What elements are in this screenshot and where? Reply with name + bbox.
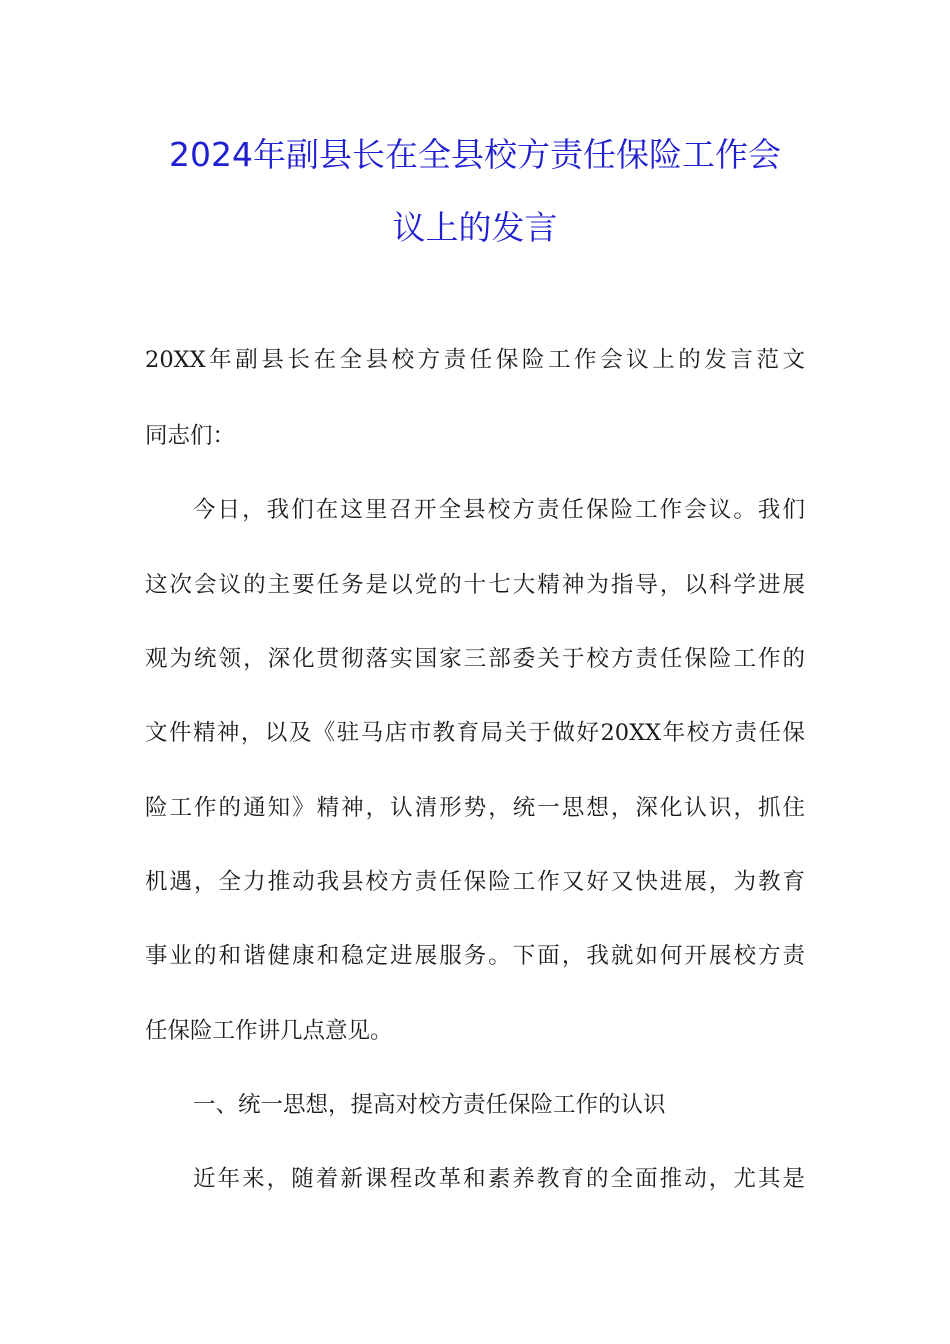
document-title-line-1: 2024年副县长在全县校方责任保险工作会 [169,135,781,174]
body-line: 这次会议的主要任务是以党的十七大精神为指导，以科学进展 [145,572,805,598]
body-line: 20XX年副县长在全县校方责任保险工作会议上的发言范文 [145,347,805,373]
body-line: 事业的和谐健康和稳定进展服务。下面，我就如何开展校方责 [145,943,805,969]
body-line: 任保险工作讲几点意见。 [145,1018,393,1044]
body-line: 近年来，随着新课程改革和素养教育的全面推动，尤其是 [193,1166,805,1192]
body-line: 机遇，全力推动我县校方责任保险工作又好又快进展，为教育 [145,869,805,895]
body-line: 险工作的通知》精神，认清形势，统一思想，深化认识，抓住 [145,795,805,821]
body-line: 文件精神，以及《驻马店市教育局关于做好20XX年校方责任保 [145,720,805,746]
document-title-line-2: 议上的发言 [392,208,558,247]
body-line: 观为统领，深化贯彻落实国家三部委关于校方责任保险工作的 [145,646,805,672]
body-line: 今日，我们在这里召开全县校方责任保险工作会议。我们 [193,497,805,523]
section-heading: 一、统一思想，提高对校方责任保险工作的认识 [193,1092,666,1118]
body-line: 同志们： [145,423,236,449]
